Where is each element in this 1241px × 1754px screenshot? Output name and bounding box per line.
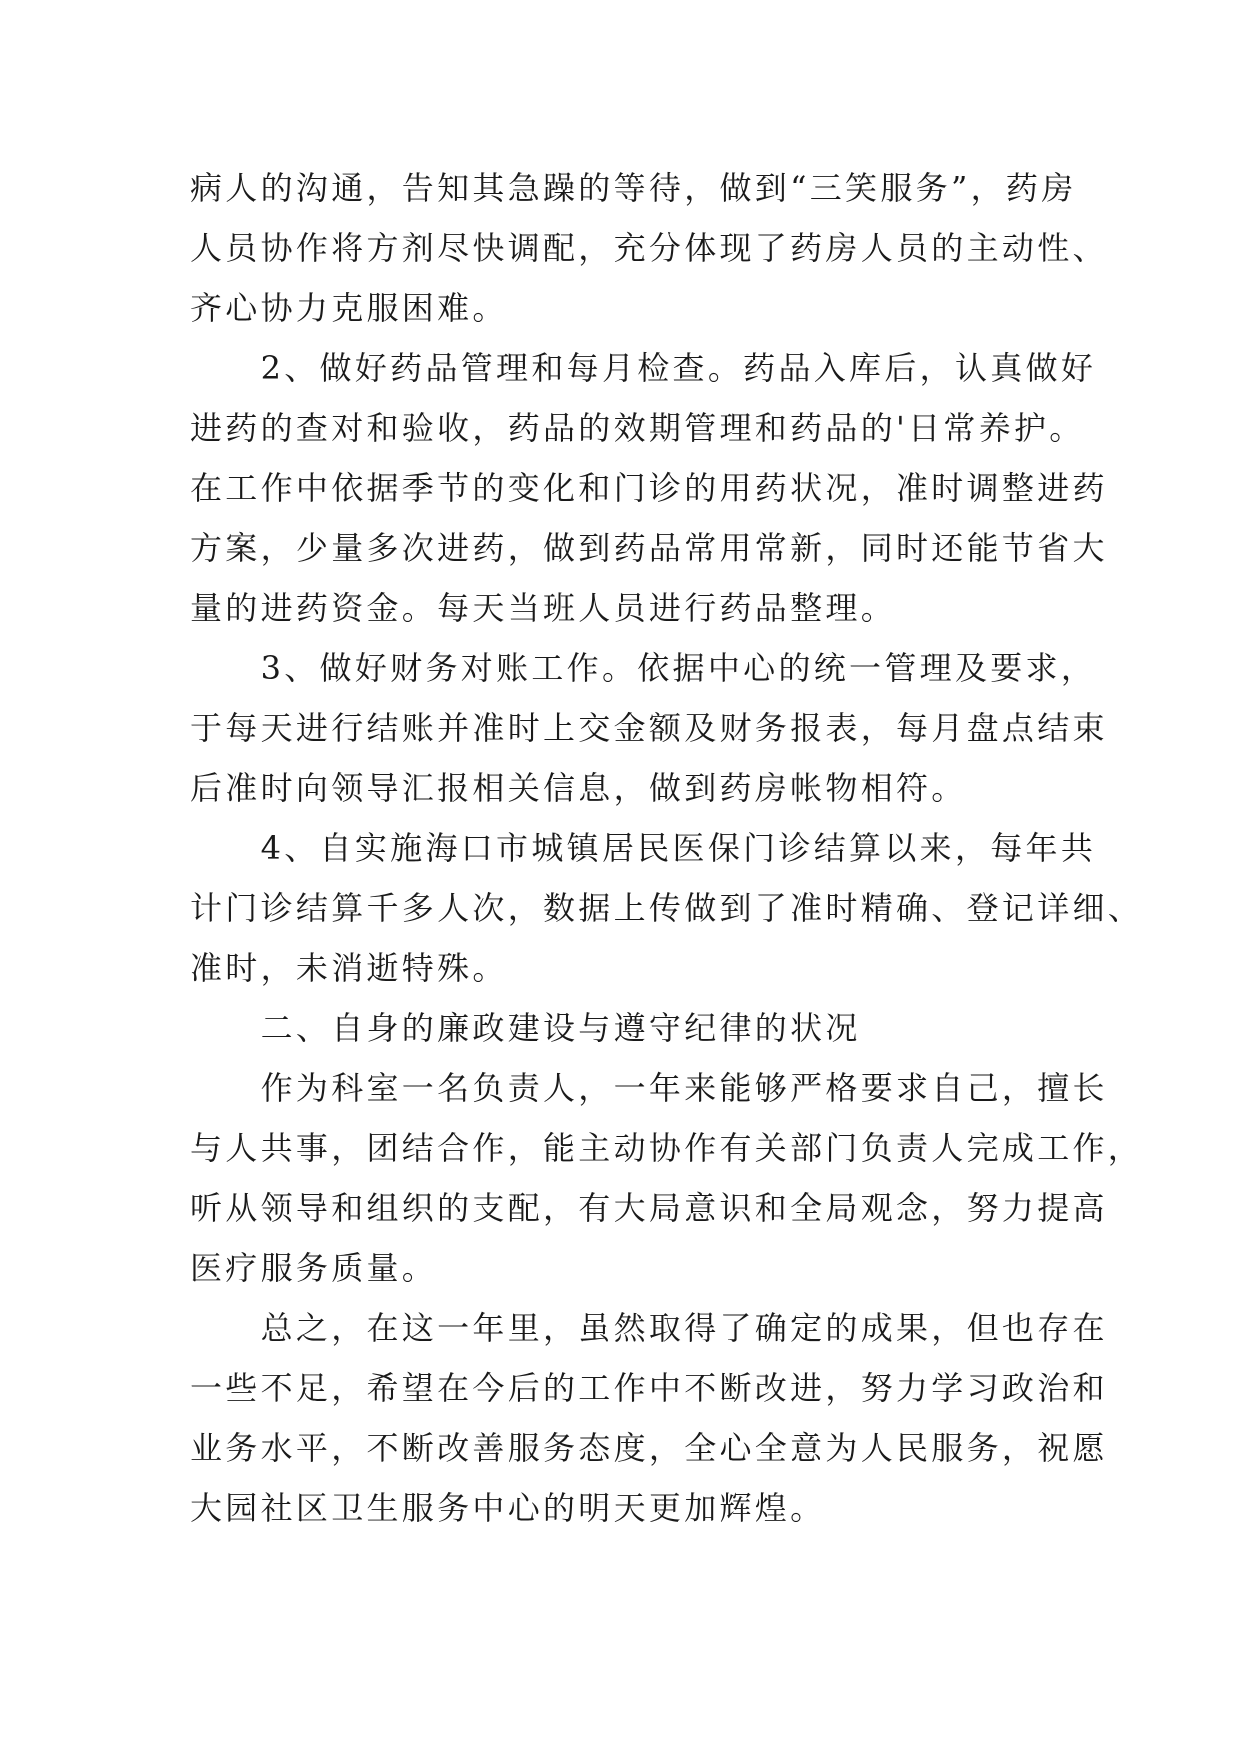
text-line: 听从领导和组织的支配，有大局意识和全局观念，努力提高 (190, 1189, 1108, 1227)
paragraph-conclusion (190, 1298, 1108, 1538)
text-line: 准时，未消逝特殊。 (190, 949, 508, 987)
text-line: 于每天进行结账并准时上交金额及财务报表，每月盘点结束 (190, 709, 1108, 747)
paragraph-pharmacy-service (190, 158, 1108, 338)
text-line: 业务水平，不断改善服务态度，全心全意为人民服务，祝愿 (190, 1429, 1108, 1467)
text-line: 方案，少量多次进药，做到药品常用常新，同时还能节省大 (190, 529, 1108, 567)
text-line: 4、自实施海口市城镇居民医保门诊结算以来，每年共 (190, 829, 1097, 867)
text-line: 作为科室一名负责人，一年来能够严格要求自己，擅长 (190, 1069, 1108, 1107)
text-line: 人员协作将方剂尽快调配，充分体现了药房人员的主动性、 (190, 229, 1108, 267)
text-line: 大园社区卫生服务中心的明天更加辉煌。 (190, 1489, 826, 1527)
text-line: 量的进药资金。每天当班人员进行药品整理。 (190, 589, 897, 627)
text-line: 一些不足，希望在今后的工作中不断改进，努力学习政治和 (190, 1369, 1108, 1407)
text-line: 医疗服务质量。 (190, 1249, 438, 1287)
text-line: 总之，在这一年里，虽然取得了确定的成果，但也存在 (190, 1309, 1108, 1347)
section-heading-integrity (190, 998, 1070, 1058)
text-line: 二、自身的廉政建设与遵守纪律的状况 (190, 1009, 861, 1047)
paragraph-responsibility (190, 1058, 1144, 1298)
text-line: 进药的查对和验收，药品的效期管理和药品的'日常养护。 (190, 409, 1085, 447)
paragraph-medical-insurance (190, 818, 1144, 998)
paragraph-financial-reconciliation (190, 638, 1108, 818)
document-body (190, 158, 1144, 1538)
paragraph-drug-management (190, 338, 1108, 638)
text-line: 计门诊结算千多人次，数据上传做到了准时精确、登记详细、 (190, 889, 1144, 927)
text-line: 2、做好药品管理和每月检查。药品入库后，认真做好 (190, 349, 1097, 387)
text-line: 在工作中依据季节的变化和门诊的用药状况，准时调整进药 (190, 469, 1108, 507)
text-line: 与人共事，团结合作，能主动协作有关部门负责人完成工作， (190, 1129, 1144, 1167)
text-line: 3、做好财务对账工作。依据中心的统一管理及要求， (190, 649, 1097, 687)
text-line: 后准时向领导汇报相关信息，做到药房帐物相符。 (190, 769, 967, 807)
text-line: 病人的沟通，告知其急躁的等待，做到“三笑服务”，药房 (190, 169, 1077, 207)
text-line: 齐心协力克服困难。 (190, 289, 508, 327)
